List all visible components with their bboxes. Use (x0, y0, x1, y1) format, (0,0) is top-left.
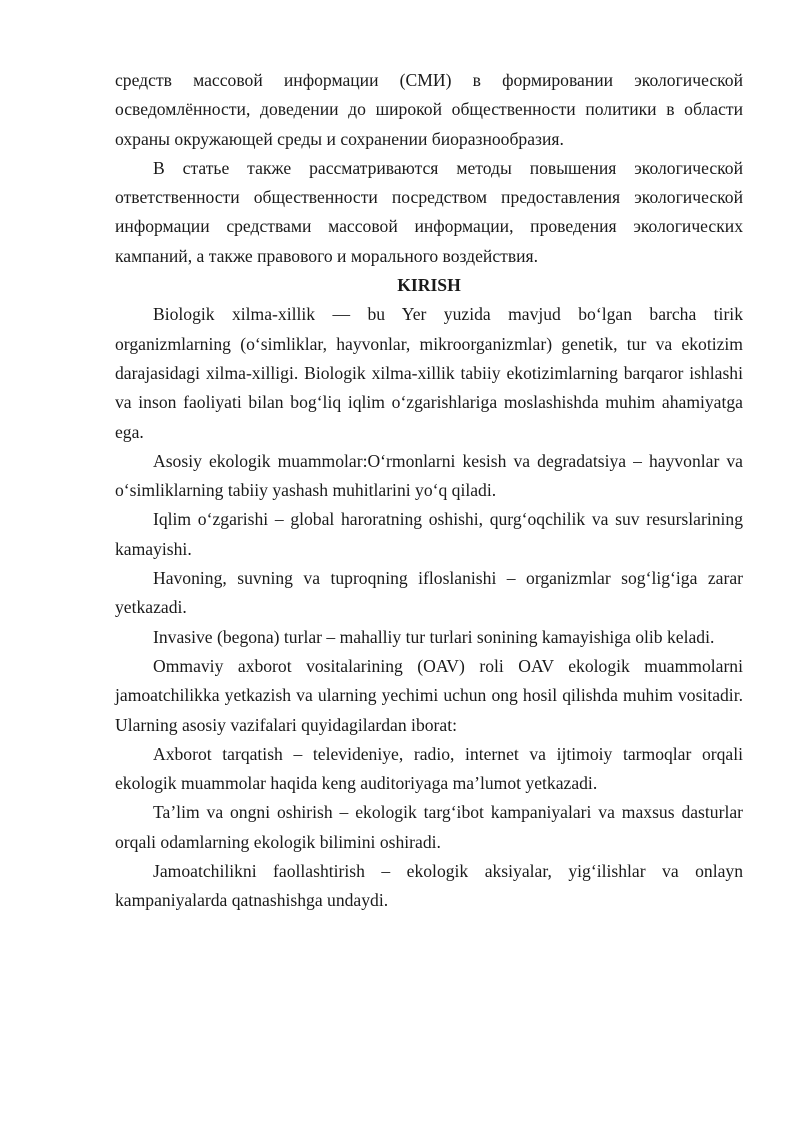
paragraph-pollution: Havoning, suvning va tuproqning ifloslanishi – organizmlar sog‘lig‘iga zarar yetkazadi. (115, 568, 743, 618)
paragraph-methods: В статье также рассматриваются методы повышения экологической ответственности общественности посредством предоставления экологической информации средствами массовой информации, проведения экологических кампаний, а также правового и морального воздействия. (115, 157, 743, 266)
paragraph-biodiversity-definition: Biologik xilma-xillik — bu Yer yuzida mavjud bo‘lgan barcha tirik organizmlarning (o‘simliklar, hayvonlar, mikroorganizmlar) genetik, tur va ekotizim darajasidagi xilma-xilligi. Biologik xilma-xillik tabiiy ekotizimlarning barqaror ishlashi va inson faoliyati bilan bog‘liq iqlim o‘zgarishlariga moslashishda muhim ahamiyatga ega. (115, 304, 743, 442)
paragraph-deforestation: Asosiy ekologik muammolar:O‘rmonlarni kesish va degradatsiya – hayvonlar va o‘simliklarning tabiiy yashash muhitlarini yo‘q qiladi. (115, 450, 743, 501)
paragraph-public-activation: Jamoatchilikni faollashtirish – ekologik aksiyalar, yig‘ilishlar va onlayn kampaniyalarda qatnashishga undaydi. (115, 861, 743, 911)
paragraph-smi-continuation: средств массовой информации (СМИ) в формировании экологической осведомлённости, доведении до широкой общественности политики в области охраны окружающей среды и сохранении биоразнообразия. (115, 70, 743, 149)
paragraph-information-dissemination: Axborot tarqatish – televideniye, radio, internet va ijtimoiy tarmoqlar orqali ekologik muammolar haqida keng auditoriyaga ma’lumot yetkazadi. (115, 743, 743, 794)
paragraph-invasive-species: Invasive (begona) turlar – mahalliy tur turlari sonining kamayishiga olib keladi. (153, 626, 715, 647)
paragraph-media-role: Ommaviy axborot vositalarining (OAV) roli OAV ekologik muammolarni jamoatchilikka yetkazish va ularning yechimi uchun ong hosil qilishda muhim vositadir. Ularning asosiy vazifalari quyidagilardan iborat: (115, 655, 743, 735)
document-page (115, 66, 743, 916)
section-heading-kirish: KIRISH (397, 275, 461, 296)
paragraph-climate-change: Iqlim o‘zgarishi – global haroratning oshishi, qurg‘oqchilik va suv resurslarining kamayishi. (115, 509, 743, 559)
paragraph-education-awareness: Ta’lim va ongni oshirish – ekologik targ‘ibot kampaniyalari va maxsus dasturlar orqali odamlarning ekologik bilimini oshiradi. (115, 802, 743, 852)
